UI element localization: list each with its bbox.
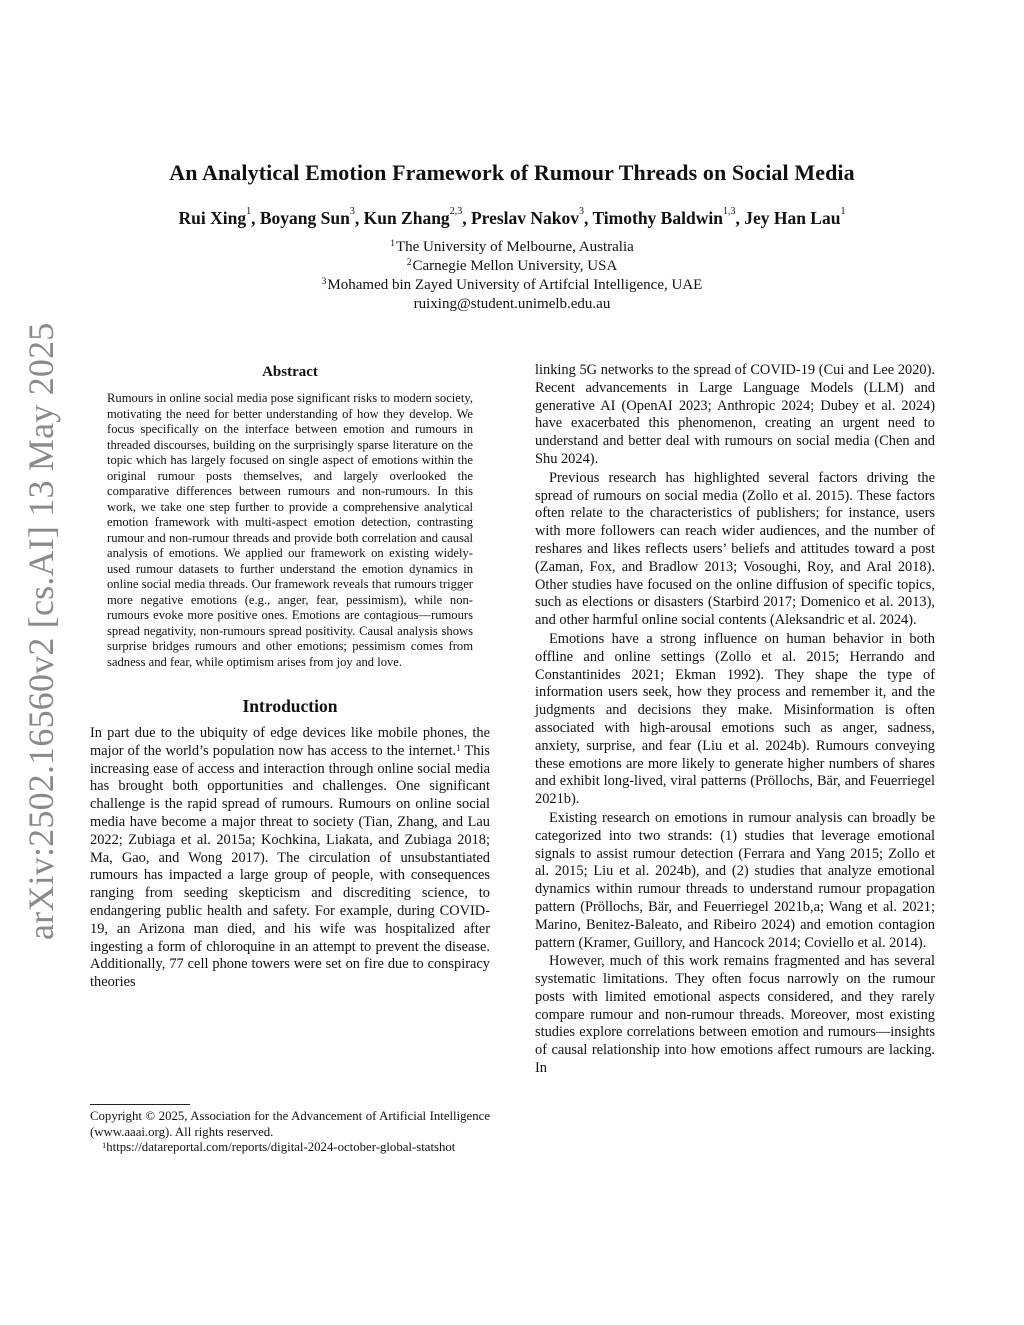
author-affiliation-mark: 2,3 <box>449 206 463 217</box>
abstract-heading: Abstract <box>262 364 318 380</box>
affiliation-text: Carnegie Mellon University, USA <box>412 258 618 274</box>
affiliation-mark: 1 <box>390 239 395 249</box>
arxiv-stamp: arXiv:2502.16560v2 [cs.AI] 13 May 2025 <box>21 322 61 940</box>
body-paragraph: Previous research has highlighted several factors driving the spread of rumours on social media (Zollo et al. 2015). These factors often relate to the characteristics of publishers; for instance, users with more followers can reach wider audiences, and the number of reshares and likes reflects users’ beliefs and attitudes toward a post (Zaman, Fox, and Bradlow 2013; Vosoughi, Roy, and Aral 2018). Other studies have focused on the online diffusion of specific topics, such as elections or disasters (Starbird 2017; Domenico et al. 2013), and other harmful online social contents (Aleksandric et al. 2024). <box>535 469 935 629</box>
left-column <box>90 362 490 992</box>
right-column <box>535 362 935 1078</box>
affiliation-mark: 2 <box>406 258 412 268</box>
affiliation-text: The University of Melbourne, Australia <box>395 239 634 255</box>
footnotes <box>90 1104 490 1156</box>
author-affiliation-mark: 1 <box>840 206 846 217</box>
footnote-rule <box>90 1104 190 1105</box>
author-affiliation-mark: 1 <box>246 206 252 217</box>
footnote-1 <box>90 1140 490 1156</box>
author-name: Rui Xing <box>178 208 247 228</box>
footnote-url: https://datareportal.com/reports/digital-2024-october-global-statshot <box>106 1140 456 1155</box>
body-paragraph: linking 5G networks to the spread of COVID-19 (Cui and Lee 2020). Recent advancements in Large Language Models (LLM) and generative AI (OpenAI 2023; Anthropic 2024; Dubey et al. 2024) have exacerbated this phenomenon, creating an urgent need to understand and better deal with rumours on social media (Chen and Shu 2024). <box>535 362 935 467</box>
body-paragraph: Emotions have a strong influence on human behavior in both offline and online settings (Zollo et al. 2015; Herrando and Constantinides 2021; Ekman 1992). They shape the type of information users seek, how they process and remember it, and the judgments and decisions they make. Misinformation is often associated with high-arousal emotions such as anger, sadness, anxiety, surprise, and fear (Liu et al. 2024b). Rumours conveying these emotions are more likely to generate higher numbers of shares and exhibit long-lived, viral patterns (Pröllochs, Bär, and Feuerriegel 2021b). <box>535 630 935 808</box>
abstract-text: Rumours in online social media pose significant risks to modern society, motivating the need for better understanding of how they develop. We focus specifically on the interface between emotion and rumours in threaded discourses, building on the surprisingly sparse literature on the topic which has largely focused on single aspect of emotions within the original rumour posts themselves, and largely overlooked the comparative differences between rumours and non-rumours. In this work, we take one step further to provide a comprehensive analytical emotion framework with multi-aspect emotion detection, contrasting rumour and non-rumour threads and provide both correlation and causal analysis of emotions. We applied our framework on existing widely-used rumour datasets to further understand the emotion dynamics in online social media threads. Our framework reveals that rumours trigger more negative emotions (e.g., anger, fear, pessimism), while non-rumours evoke more positive ones. Emotions are contagious—rumours spread negativity, non-rumours spread positivity. Causal analysis shows surprise bridges rumours and other emotions; pessimism comes from sadness and fear, while optimism arises from joy and love. <box>107 391 473 669</box>
affiliation-text: Mohamed bin Zayed University of Artifcial Intelligence, UAE <box>327 277 703 293</box>
author-name: Kun Zhang <box>363 208 450 228</box>
introduction-heading: Introduction <box>242 696 338 716</box>
author-name: Preslav Nakov <box>470 208 580 228</box>
intro-text-part: This increasing ease of access and interaction through online social media has brought both opportunities and challenges. One significant challenge is the rapid spread of rumours. Rumours on online social media have become a major threat to society (Tian, Zhang, and Lau 2022; Zubiaga et al. 2015a; Kochkina, Liakata, and Zubiaga 2018; Ma, Gao, and Wong 2017). The circulation of unsubstantiated rumours has impacted a large group of people, with consequences ranging from seeding skepticism and discrediting science, to endangering public health and safety. For example, during COVID-19, an Arizona man died, and his wife was hospitalized after ingesting a form of chloroquine in an attempt to prevent the disease. Additionally, 77 cell phone towers were set on fire due to conspiracy theories <box>90 742 490 991</box>
body-paragraph: However, much of this work remains fragmented and has several systematic limitations. They often focus narrowly on the rumour posts with limited emotional aspects considered, and they rarely compare rumour and non-rumour threads. Moreover, most existing studies explore correlations between emotion and rumours—insights of causal relationship into how emotions affect rumours are lacking. In <box>535 953 935 1077</box>
affiliation-line <box>0 257 1024 276</box>
author-name: Boyang Sun <box>259 208 350 228</box>
author-affiliation-mark: 1,3 <box>722 206 736 217</box>
footnote-ref: 1 <box>456 742 461 753</box>
contact-email: ruixing@student.unimelb.edu.au <box>413 296 611 312</box>
copyright-notice: Copyright © 2025, Association for the Advancement of Artificial Intelligence (www.aaai.org). All rights reserved. <box>90 1109 490 1139</box>
author-affiliation-mark: 3 <box>579 206 585 217</box>
intro-paragraph <box>90 725 490 992</box>
affiliation-mark: 3 <box>321 277 327 287</box>
affiliation-line <box>0 276 1024 295</box>
footnote-mark: 1 <box>102 1140 107 1151</box>
intro-text-part: In part due to the ubiquity of edge devices like mobile phones, the major of the world’s population now has access to the internet. <box>90 725 490 759</box>
author-name: Timothy Baldwin <box>592 208 723 228</box>
author-affiliation-mark: 3 <box>349 206 355 217</box>
affiliation-line <box>0 238 1024 257</box>
author-name: Jey Han Lau <box>744 208 841 228</box>
body-paragraph: Existing research on emotions in rumour analysis can broadly be categorized into two strands: (1) studies that leverage emotional signals to assist rumour detection (Ferrara and Yang 2015; Zollo et al. 2015; Liu et al. 2024b), and (2) studies that analyze emotional dynamics within rumour threads to understand rumour propagation pattern (Pröllochs, Bär, and Feuerriegel 2021b,a; Wang et al. 2021; Marino, Benitez-Baleato, and Ribeiro 2024) and emotion contagion pattern (Kramer, Guillory, and Hancock 2014; Coviello et al. 2014). <box>535 809 935 951</box>
affiliations <box>0 238 1024 314</box>
author-list: Rui Xing$^1$, Boyang Sun$^3$, Kun Zhang$^{2,3}$, Preslav Nakov$^3$, Timothy Baldwin$^{1,3}$, Jey Han Lau$^1$ <box>178 206 846 228</box>
paper-title: An Analytical Emotion Framework of Rumour Threads on Social Media <box>169 160 855 185</box>
